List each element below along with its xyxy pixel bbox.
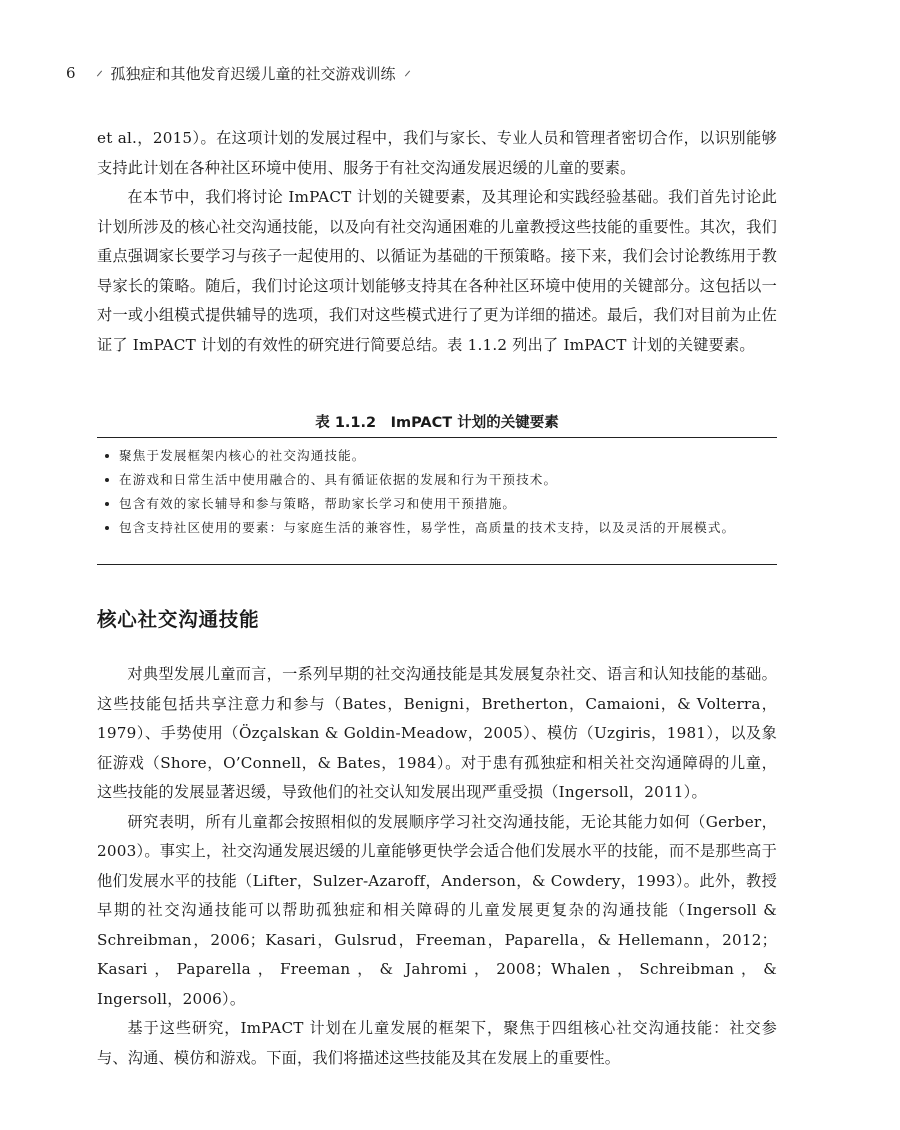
running-title: 孤独症和其他发育迟缓儿童的社交游戏训练 — [110, 64, 396, 83]
list-item-text: 包含支持社区使用的要素：与家庭生活的兼容性，易学性，高质量的技术支持，以及灵活的开展模式。 — [119, 520, 736, 535]
list-item-text: 在游戏和日常生活中使用融合的、具有循证依据的发展和行为干预技术。 — [119, 472, 558, 487]
header-divider-right — [404, 70, 409, 76]
intro-paragraph-1: et al.，2015）。在这项计划的发展过程中，我们与家长、专业人员和管理者密切合作，以识别能够支持此计划在各种社区环境中使用、服务于有社交沟通发展迟缓的儿童的要素。 — [97, 129, 777, 177]
list-item — [97, 492, 777, 516]
bullet-icon — [105, 502, 109, 506]
running-header — [66, 62, 419, 84]
key-elements-list — [97, 444, 777, 540]
header-divider-left — [96, 70, 101, 76]
key-elements-table — [97, 437, 777, 565]
page-number: 6 — [66, 64, 76, 82]
bullet-icon — [105, 478, 109, 482]
list-item — [97, 516, 777, 540]
section-paragraph-1: 对典型发展儿童而言，一系列早期的社交沟通技能是其发展复杂社交、语言和认知技能的基础。这些技能包括共享注意力和参与（Bates，Benigni，Bretherton，Camaioni，& Volterra，1979）、手势使用（Özçalskan & Goldin-Meadow，2005）、模仿（Uzgiris，1981），以及象征游戏（Shore，O’Connell，& Bates，1984）。对于患有孤独症和相关社交沟通障碍的儿童，这些技能的发展显著迟缓，导致他们的社交认知发展出现严重受损（Ingersoll，2011）。 — [97, 665, 777, 801]
intro-text — [97, 124, 777, 360]
section-text — [97, 660, 777, 1073]
list-item-text: 聚焦于发展框架内核心的社交沟通技能。 — [119, 448, 366, 463]
section-paragraph-2: 研究表明，所有儿童都会按照相似的发展顺序学习社交沟通技能，无论其能力如何（Gerber，2003）。事实上，社交沟通发展迟缓的儿童能够更快学会适合他们发展水平的技能，而不是那些高于他们发展水平的技能（Lifter，Sulzer-Azaroff，Anderson，& Cowdery，1993）。此外，教授早期的社交沟通技能可以帮助孤独症和相关障碍的儿童发展更复杂的沟通技能（Ingersoll & Schreibman，2006；Kasari，Gulsrud，Freeman，Paparella，& Hellemann，2012；Kasari，Paparella，Freeman，& Jahromi，2008；Whalen，Schreibman，& Ingersoll，2006）。 — [97, 812, 777, 1008]
list-item — [97, 444, 777, 468]
list-item-text: 包含有效的家长辅导和参与策略，帮助家长学习和使用干预措施。 — [119, 496, 517, 511]
list-item — [97, 468, 777, 492]
table-caption: 表 1.1.2 ImPACT 计划的关键要素 — [315, 415, 559, 431]
bullet-icon — [105, 454, 109, 458]
intro-paragraph-2: 在本节中，我们将讨论 ImPACT 计划的关键要素，及其理论和实践经验基础。我们首先讨论此计划所涉及的核心社交沟通技能，以及向有社交沟通困难的儿童教授这些技能的重要性。其次，我们重点强调家长要学习与孩子一起使用的、以循证为基础的干预策略。接下来，我们会讨论教练用于教导家长的策略。随后，我们讨论这项计划能够支持其在各种社区环境中使用的关键部分。这包括以一对一或小组模式提供辅导的选项，我们对这些模式进行了更为详细的描述。最后，我们对目前为止佐证了 ImPACT 计划的有效性的研究进行简要总结。表 1.1.2 列出了 ImPACT 计划的关键要素。 — [97, 188, 777, 354]
bullet-icon — [105, 526, 109, 530]
section-heading: 核心社交沟通技能 — [97, 608, 260, 631]
section-paragraph-3: 基于这些研究，ImPACT 计划在儿童发展的框架下，聚焦于四组核心社交沟通技能：社交参与、沟通、模仿和游戏。下面，我们将描述这些技能及其在发展上的重要性。 — [97, 1019, 777, 1067]
